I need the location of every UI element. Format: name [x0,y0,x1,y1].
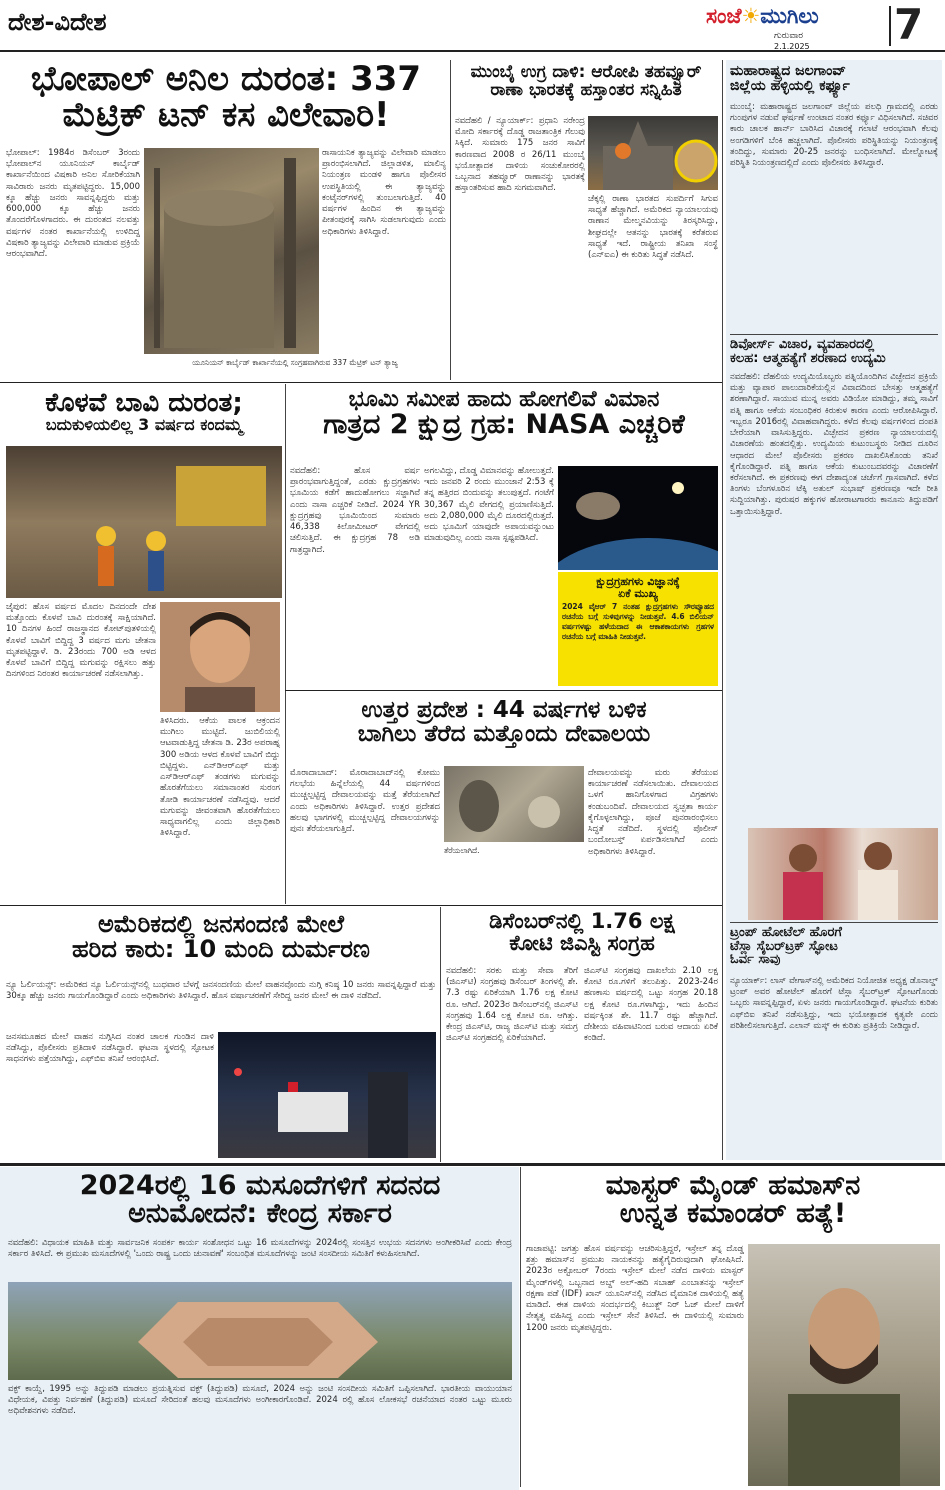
rule [730,334,938,335]
article-gst-body-right: ಜಿಎಸ್‌ಟಿ ಸಂಗ್ರಹವು ದಾಖಲೆಯ 2.10 ಲಕ್ಷ ಕೋಟಿ ರೂ.ಗಳಿಗೆ ತಲುಪಿತ್ತು. 2023-24ರ ಹಣಕಾಸು ವರ್ಷದಲ್ಲಿ ಒಟ್ಟು ಸಂಗ್ರಹ 20.18 ಲಕ್ಷ ಕೋಟಿ ರೂ.ಗಳಾಗಿದ್ದು, ಇದು ಹಿಂದಿನ ವರ್ಷಕ್ಕಿಂತ ಶೇ. 11.7 ರಷ್ಟು ಹೆಚ್ಚಾಗಿದೆ. ದೇಶೀಯ ವಹಿವಾಟಿನಿಂದ ಬರುವ ಆದಾಯ ಏರಿಕೆ ಕಂಡಿದೆ. [584,966,718,1044]
info-box-title: ಕ್ಷುದ್ರಗ್ರಹಗಳು ವಿಜ್ಞಾನಕ್ಕೆ ಏಕೆ ಮುಖ್ಯ [596,575,680,600]
article-bhopal-body-right: ರಾಸಾಯನಿಕ ತ್ಯಾಜ್ಯವನ್ನು ವಿಲೇವಾರಿ ಮಾಡಲು ಪ್ರಾರಂಭಿಸಲಾಗಿದೆ. ಜಿಲ್ಲಾಡಳಿತ, ಮಾಲಿನ್ಯ ನಿಯಂತ್ರಣ ಮಂಡಳಿ ಹಾಗೂ ಪೊಲೀಸರ ಉಪಸ್ಥಿತಿಯಲ್ಲಿ ಈ ತ್ಯಾಜ್ಯವನ್ನು ಕಂಟೈನರ್‌ಗಳಲ್ಲಿ ತುಂಬಲಾಗುತ್ತಿದೆ. 40 ವರ್ಷಗಳ ಹಿಂದಿನ ಈ ತ್ಯಾಜ್ಯವನ್ನು ಪೀತಂಪುರಕ್ಕೆ ಸಾಗಿಸಿ ಸುಡಲಾಗುವುದು ಎಂದು ಅಧಿಕಾರಿಗಳು ತಿಳಿಸಿದ್ದಾರೆ. [322,148,446,237]
issue-date: 2.1.2025 [774,42,810,51]
headline-temple: ಉತ್ತರ ಪ್ರದೇಶ : 44 ವರ್ಷಗಳ ಬಳಿಕ ಬಾಗಿಲು ತೆರೆದ ಮತ್ತೊಂದು ದೇವಾಲಯ [357,697,651,748]
excavator-icon [176,466,266,526]
factory-tank-illustration [144,148,319,354]
logo-part2: ಮುಗಿಲು [760,4,819,28]
column-rule [722,60,723,1160]
article-gst-body-left: ನವದೆಹಲಿ: ಸರಕು ಮತ್ತು ಸೇವಾ ತೆರಿಗೆ (ಜಿಎಸ್‌ಟಿ) ಸಂಗ್ರಹವು ಡಿಸೆಂಬರ್ ತಿಂಗಳಲ್ಲಿ ಶೇ. 7.3 ರಷ್ಟು ಏರಿಕೆಯಾಗಿ 1.76 ಲಕ್ಷ ಕೋಟಿ ರೂ. ಆಗಿದೆ. 2023ರ ಡಿಸೆಂಬರ್‌ನಲ್ಲಿ ಜಿಎಸ್‌ಟಿ ಸಂಗ್ರಹವು 1.64 ಲಕ್ಷ ಕೋಟಿ ರೂ. ಆಗಿತ್ತು. ಕೇಂದ್ರ ಜಿಎಸ್‌ಟಿ, ರಾಜ್ಯ ಜಿಎಸ್‌ಟಿ ಮತ್ತು ಸಮಗ್ರ ಜಿಎಸ್‌ಟಿ ಸಂಗ್ರಹದಲ್ಲಿ ಏರಿಕೆಯಾಗಿದೆ. [446,966,578,1044]
photo-rescue-site [6,446,282,598]
article-borewell-body-right: ತಿಳಿಸಿದರು. ಆಕೆಯ ಪಾಲಕ ಆಕ್ರಂದನ ಮುಗಿಲು ಮುಟ್ಟಿದೆ. ಜುಬಿಲಿಯಲ್ಲಿ ಆಟವಾಡುತ್ತಿದ್ದ ಚೇತನಾ ಡಿ. 23ರ ಅಪರಾಹ್ನ 300 ಅಡಿಯ ಆಳದ ಕೊಳವೆ ಬಾವಿಗೆ ಬಿದ್ದು ಬಿಟ್ಟಿದ್ದಳು. ಎನ್‌ಡಿಆರ್‌ಎಫ್ ಮತ್ತು ಎಸ್‌ಡಿಆರ್‌ಎಫ್ ತಂಡಗಳು ಮಗುವನ್ನು ಹೊರತೆಗೆಯಲು ಸಮಾನಾಂತರ ಸುರಂಗ ತೋಡಿ ಕಾರ್ಯಾಚರಣೆ ನಡೆಸಿದ್ದವು. ಆದರೆ ಮಗುವನ್ನು ಜೀವಂತವಾಗಿ ಹೊರತೆಗೆಯಲು ಸಾಧ್ಯವಾಗಲಿಲ್ಲ ಎಂದು ಜಿಲ್ಲಾಧಿಕಾರಿ ತಿಳಿಸಿದ್ದಾರೆ. [160,716,280,839]
sun-icon: ☀ [741,4,761,28]
photo-crash-scene [218,1032,436,1158]
headline-asteroid: ಭೂಮಿ ಸಮೀಪ ಹಾದು ಹೋಗಲಿವೆ ವಿಮಾನ ಗಾತ್ರದ 2 ಕ್ಷುದ್ರ ಗ್ರಹ: NASA ಎಚ್ಚರಿಕೆ [323,387,685,441]
photo-parliament [8,1282,512,1380]
article-rana-body-right: ಚೆಕ್ಕಲ್ಲಿ ರಾಣಾ ಭಾರತದ ಸುಪರ್ದಿಗೆ ಸಿಗುವ ಸಾಧ್ಯತೆ ಹೆಚ್ಚಾಗಿದೆ. ಅಮೆರಿಕದ ನ್ಯಾಯಾಲಯವು ರಾಣಾನ ಮೇಲ್ಮನವಿಯನ್ನು ತಿರಸ್ಕರಿಸಿದ್ದು, ಶೀಘ್ರದಲ್ಲೇ ಆತನನ್ನು ಭಾರತಕ್ಕೆ ಕರೆತರುವ ಸಾಧ್ಯತೆ ಇದೆ. ರಾಷ್ಟ್ರೀಯ ತನಿಖಾ ಸಂಸ್ಥೆ (ಎನ್‌ಐಎ) ಈ ಕುರಿತು ಸಿದ್ಧತೆ ನಡೆಸಿದೆ. [588,194,718,261]
article-hamas-body: ಗಾಜಾಪಟ್ಟಿ: ಜಗತ್ತು ಹೊಸ ವರ್ಷವನ್ನು ಆಚರಿಸುತ್ತಿದ್ದರೆ, ಇಸ್ರೇಲ್ ತನ್ನ ದೊಡ್ಡ ಶತ್ರು ಹಮಾಸ್‌ನ ಪ್ರಮುಖ ನಾಯಕನನ್ನು ಹತ್ಯೆಗೈದಿರುವುದಾಗಿ ಘೋಷಿಸಿದೆ. 2023ರ ಅಕ್ಟೋಬರ್ 7ರಂದು ಇಸ್ರೇಲ್ ಮೇಲೆ ನಡೆದ ದಾಳಿಯ ಮಾಸ್ಟರ್ ಮೈಂಡ್‌ಗಳಲ್ಲಿ ಒಬ್ಬನಾದ ಅಬ್ದ್ ಅಲ್-ಹದಿ ಸಬಾಹ್ ಎಂಬಾತನನ್ನು ಇಸ್ರೇಲ್ ರಕ್ಷಣಾ ಪಡೆ (IDF) ಖಾನ್ ಯೂನಿಸ್‌ನಲ್ಲಿ ನಡೆಸಿದ ವೈಮಾನಿಕ ದಾಳಿಯಲ್ಲಿ ಹತ್ಯೆ ಮಾಡಿದೆ. ಈತ ದಾಳಿಯ ಸಂದರ್ಭದಲ್ಲಿ ಕಿಬುತ್ಜ್ ನಿರ್ ಓಜ್ ಮೇಲೆ ದಾಳಿಗೆ ನೇತೃತ್ವ ವಹಿಸಿದ್ದ ಎಂದು ಇಸ್ರೇಲ್ ಸೇನೆ ತಿಳಿಸಿದೆ. ಈ ದಾಳಿಯಲ್ಲಿ ಸುಮಾರು 1200 ಜನರು ಮೃತಪಟ್ಟಿದ್ದರು. [526,1244,744,1333]
photo-wedding-couple [748,828,938,920]
section-rule [0,1163,945,1166]
photo-asteroid-earth [558,466,718,570]
info-box-body: 2024 ವೈಆರ್ 7 ನಂತಹ ಕ್ಷುದ್ರಗ್ರಹಗಳು ಸೌರವ್ಯೂಹದ ರಚನೆಯ ಬಗ್ಗೆ ಸುಳಿವುಗಳನ್ನು ನೀಡುತ್ತವೆ. 4.6 ಬಿಲಿಯನ್ ವರ್ಷಗಳಷ್ಟು ಹಳೆಯದಾದ ಈ ಆಕಾಶಕಾಯಗಳು ಗ್ರಹಗಳ ರಚನೆಯ ಬಗ್ಗೆ ಮಾಹಿತಿ ನೀಡುತ್ತವೆ. [562,602,714,641]
masthead [0,0,945,52]
ambulance-icon [278,1092,348,1132]
headline-parliament: 2024ರಲ್ಲಿ 16 ಮಸೂದೆಗಳಿಗೆ ಸದನದ ಅನುಮೋದನೆ: ಕೇಂದ್ರ ಸರ್ಕಾರ [79,1170,441,1230]
asteroid-icon [576,492,620,520]
masthead-divider [889,6,891,46]
issue-day: ಗುರುವಾರ [774,31,804,41]
article-new-orleans-body-top: ನ್ಯೂ ಓರ್ಲಿಯನ್ಸ್: ಅಮೆರಿಕದ ನ್ಯೂ ಓರ್ಲಿಯನ್ಸ್‌ನಲ್ಲಿ ಬುಧವಾರ ಬೆಳಗ್ಗೆ ಜನಸಂದಣಿಯ ಮೇಲೆ ವಾಹನವೊಂದು ನುಗ್ಗಿ ಕನಿಷ್ಠ 10 ಜನರು ಸಾವನ್ನಪ್ಪಿದ್ದಾರೆ ಮತ್ತು 30ಕ್ಕೂ ಹೆಚ್ಚು ಜನರು ಗಾಯಗೊಂಡಿದ್ದಾರೆ ಎಂದು ಅಧಿಕಾರಿಗಳು ತಿಳಿಸಿದ್ದಾರೆ. ಹೊಸ ವರ್ಷಾಚರಣೆಗೆ ಸೇರಿದ್ದ ಜನರ ಮೇಲೆ ಈ ದಾಳಿ ನಡೆದಿದೆ. [6,980,436,1002]
logo-part1: ಸಂಜೆ [706,4,742,28]
photo-taj-fire [588,116,718,190]
section-rule [0,382,722,383]
section-title: ದೇಶ-ವಿದೇಶ [8,8,107,36]
section-rule [285,690,722,691]
article-parliament-body-top: ನವದೆಹಲಿ: ವಿಧಾಯಕ ಮಾಹಿತಿ ಮತ್ತು ಸಾರ್ವಜನಿಕ ಸಂಪರ್ಕ ಕಾರ್ಯ ಸಂಶೋಧನ ಒಟ್ಟು 16 ಮಸೂದೆಗಳನ್ನು 2024ರಲ್ಲಿ ಸಂಸತ್ತಿನ ಉಭಯ ಸದನಗಳು ಅಂಗೀಕರಿಸಿವೆ ಎಂದು ಕೇಂದ್ರ ಸರ್ಕಾರ ತಿಳಿಸಿದೆ. ಈ ಪ್ರಮುಖ ಮಸೂದೆಗಳಲ್ಲಿ 'ಒಂದು ರಾಷ್ಟ್ರ ಒಂದು ಚುನಾವಣೆ' ಸಂಬಂಧಿತ ಮಸೂದೆಗಳನ್ನು ಜಂಟಿ ಸಂಸದೀಯ ಸಮಿತಿಗೆ ಕಳುಹಿಸಲಾಗಿದೆ. [8,1238,512,1260]
article-businessman-body: ನವದೆಹಲಿ: ದೆಹಲಿಯ ಉದ್ಯಮಿಯೊಬ್ಬರು ಪತ್ನಿಯೊಂದಿಗಿನ ವಿಚ್ಛೇದನ ಪ್ರಕ್ರಿಯೆ ಮತ್ತು ವ್ಯಾಪಾರ ಪಾಲುದಾರಿಕೆಯಲ್ಲಿನ ವಿವಾದದಿಂದ ಬೇಸತ್ತು ಆತ್ಮಹತ್ಯೆಗೆ ಶರಣಾಗಿದ್ದಾರೆ. ಸಾಯುವ ಮುನ್ನ ಅವರು ವಿಡಿಯೋ ಮಾಡಿದ್ದು, ತಮ್ಮ ಸಾವಿಗೆ ಪತ್ನಿ ಹಾಗೂ ಆಕೆಯ ಸಂಬಂಧಿಕರ ಕಿರುಕುಳ ಕಾರಣ ಎಂದು ಆರೋಪಿಸಿದ್ದಾರೆ. ಇಬ್ಬರೂ 2016ರಲ್ಲಿ ವಿವಾಹವಾಗಿದ್ದರು. ಕಳೆದ ಕೆಲವು ವರ್ಷಗಳಿಂದ ದಂಪತಿ ಬೇರೆಯಾಗಿ ವಾಸಿಸುತ್ತಿದ್ದರು. ವಿಚ್ಛೇದನ ಪ್ರಕರಣ ನ್ಯಾಯಾಲಯದಲ್ಲಿ ವಿಚಾರಣೆಯ ಹಂತದಲ್ಲಿತ್ತು. ಉದ್ಯಮಿಯ ಕುಟುಂಬಸ್ಥರು ನೀಡಿದ ದೂರಿನ ಆಧಾರದ ಮೇಲೆ ಪೊಲೀಸರು ಪ್ರಕರಣ ದಾಖಲಿಸಿಕೊಂಡು ತನಿಖೆ ಕೈಗೊಂಡಿದ್ದಾರೆ. ಪತ್ನಿ ಹಾಗೂ ಆಕೆಯ ಕುಟುಂಬದವರನ್ನು ವಿಚಾರಣೆಗೆ ಕರೆಸಲಾಗಿದೆ. ಈ ಪ್ರಕರಣವು ಈಗ ದೇಶಾದ್ಯಂತ ಚರ್ಚೆಗೆ ಗ್ರಾಸವಾಗಿದೆ. ಕಳೆದ ತಿಂಗಳು ಬೆಂಗಳೂರಿನ ಟೆಕ್ಕಿ ಅತುಲ್ ಸುಭಾಷ್ ಪ್ರಕರಣವೂ ಇದೇ ರೀತಿ ಸುದ್ದಿಯಾಗಿತ್ತು. ಪುರುಷರ ಹಕ್ಕುಗಳ ಹೋರಾಟಗಾರರು ಕಾನೂನು ತಿದ್ದುಪಡಿಗೆ ಒತ್ತಾಯಿಸುತ್ತಿದ್ದಾರೆ. [730,372,938,517]
section-rule [0,905,722,906]
headline-cybertruck: ಟ್ರಂಪ್ ಹೋಟೆಲ್ ಹೊರಗೆ ಟೆಸ್ಲಾ ಸೈಬರ್‌ಟ್ರಕ್ ಸ್ಫೋಟ ಓರ್ವ ಸಾವು [730,925,842,968]
photo-hamas-commander [748,1244,940,1486]
caption-temple: ತೆರೆಯಲಾಗಿದೆ. [444,846,480,855]
headline-jalgaon: ಮಹಾರಾಷ್ಟ್ರದ ಜಲಗಾಂವ್ ಜಿಲ್ಲೆಯ ಹಳ್ಳಿಯಲ್ಲಿ ಕರ್ಫ್ಯೂ [730,63,850,94]
article-temple-body-left: ಮೊರಾದಾಬಾದ್: ಮೊರಾದಾಬಾದ್‌ನಲ್ಲಿ ಕೋಮು ಗಲಭೆಯ ಹಿನ್ನೆಲೆಯಲ್ಲಿ 44 ವರ್ಷಗಳಿಂದ ಮುಚ್ಚಲ್ಪಟ್ಟಿದ್ದ ದೇವಾಲಯವನ್ನು ಮತ್ತೆ ತೆರೆಯಲಾಗಿದೆ ಎಂದು ಅಧಿಕಾರಿಗಳು ತಿಳಿಸಿದ್ದಾರೆ. ಉತ್ತರ ಪ್ರದೇಶದ ಹಲವು ಭಾಗಗಳಲ್ಲಿ ಮುಚ್ಚಲ್ಪಟ್ಟಿದ್ದ ದೇವಾಲಯಗಳನ್ನು ಪುನಃ ತೆರೆಯಲಾಗುತ್ತಿದೆ. [290,768,440,835]
article-new-orleans-body-bottom: ಜನಸಮೂಹದ ಮೇಲೆ ವಾಹನ ನುಗ್ಗಿಸಿದ ನಂತರ ಚಾಲಕ ಗುಂಡಿನ ದಾಳಿ ನಡೆಸಿದ್ದು, ಪೊಲೀಸರು ಪ್ರತಿದಾಳಿ ನಡೆಸಿದ್ದಾರೆ. ಘಟನಾ ಸ್ಥಳದಲ್ಲಿ ಸ್ಫೋಟಕ ಸಾಧನಗಳು ಪತ್ತೆಯಾಗಿದ್ದು, ಎಫ್‌ಬಿಐ ತನಿಖೆ ಆರಂಭಿಸಿದೆ. [6,1032,214,1065]
headline-borewell: ಕೊಳವೆ ಬಾವಿ ದುರಂತ; ಬದುಕುಳಿಯಲಿಲ್ಲ 3 ವರ್ಷದ ಕಂದಮ್ಮ [45,388,243,435]
asteroid-info-box [558,572,718,686]
headline-bhopal: ಭೋಪಾಲ್ ಅನಿಲ ದುರಂತ: 337 ಮೆಟ್ರಿಕ್ ಟನ್ ಕಸ ವಿಲೇವಾರಿ! [30,59,422,135]
article-parliament-body-bottom: ವಕ್ಫ್ ಕಾಯ್ದೆ, 1995 ಅನ್ನು ತಿದ್ದುಪಡಿ ಮಾಡಲು ಪ್ರಯತ್ನಿಸುವ ವಕ್ಫ್ (ತಿದ್ದುಪಡಿ) ಮಸೂದೆ, 2024 ಅನ್ನು ಜಂಟಿ ಸಂಸದೀಯ ಸಮಿತಿಗೆ ಒಪ್ಪಿಸಲಾಗಿದೆ. ಭಾರತೀಯ ವಾಯುಯಾನ ವಿಧೇಯಕ, ವಿಪತ್ತು ನಿರ್ವಹಣೆ (ತಿದ್ದುಪಡಿ) ಮಸೂದೆ ಸೇರಿದಂತೆ ಹಲವು ಮಸೂದೆಗಳು ಅಂಗೀಕಾರಗೊಂಡಿವೆ. 2024 ರಲ್ಲಿ ಹೊಸ ಲೋಕಸಭೆ ರಚನೆಯಾದ ನಂತರ ಒಟ್ಟು ಮೂರು ಅಧಿವೇಶನಗಳು ನಡೆದಿವೆ. [8,1384,512,1417]
page-number: 7 [894,0,924,49]
article-jalgaon-body: ಮುಂಬೈ: ಮಹಾರಾಷ್ಟ್ರದ ಜಲಗಾಂವ್ ಜಿಲ್ಲೆಯ ಪಲಧಿ ಗ್ರಾಮದಲ್ಲಿ ಎರಡು ಗುಂಪುಗಳ ನಡುವೆ ಘರ್ಷಣೆ ಉಂಟಾದ ನಂತರ ಕರ್ಫ್ಯೂ ವಿಧಿಸಲಾಗಿದೆ. ಸಚಿವರ ಕಾರು ಚಾಲಕ ಹಾರ್ನ್ ಬಾರಿಸಿದ ವಿಚಾರಕ್ಕೆ ಗಲಾಟೆ ಆರಂಭವಾಗಿ ಕೆಲವು ಅಂಗಡಿಗಳಿಗೆ ಬೆಂಕಿ ಹಚ್ಚಲಾಗಿದೆ. ಪೊಲೀಸರು ಪರಿಸ್ಥಿತಿಯನ್ನು ನಿಯಂತ್ರಣಕ್ಕೆ ತಂದಿದ್ದು, ಸುಮಾರು 20-25 ಜನರನ್ನು ಬಂಧಿಸಲಾಗಿದೆ. ಮೇಲ್ನೋಟಕ್ಕೆ ಪರಿಸ್ಥಿತಿ ನಿಯಂತ್ರಣದಲ್ಲಿದೆ ಎಂದು ಪೊಲೀಸರು ತಿಳಿಸಿದ್ದಾರೆ. [730,102,938,169]
article-asteroid-body-left: ನವದೆಹಲಿ: ಹೊಸ ವರ್ಷ ಪ್ರಾರಂಭವಾಗುತ್ತಿದ್ದಂತೆ, ಎರಡು ಕ್ಷುದ್ರಗ್ರಹಗಳು ಭೂಮಿಯ ಕಡೆಗೆ ಹಾದುಹೋಗಲು ಸಜ್ಜಾಗಿವೆ ಎಂದು ನಾಸಾ ಎಚ್ಚರಿಕೆ ನೀಡಿದೆ. 2024 YR ಕ್ಷುದ್ರಗ್ರಹವು ಭೂಮಿಯಿಂದ ಸುಮಾರು 46,338 ಕಿಲೋಮೀಟರ್ ವೇಗದಲ್ಲಿ ಚಲಿಸುತ್ತಿದೆ. ಈ ಕ್ಷುದ್ರಗ್ರಹ 78 ಅಡಿ ಗಾತ್ರದ್ದಾಗಿದೆ. [290,466,420,555]
photo-child [160,602,280,712]
photo-bhopal-plant [144,148,319,354]
column-rule [520,1167,521,1487]
headline-new-orleans: ಅಮೆರಿಕದಲ್ಲಿ ಜನಸಂದಣಿ ಮೇಲೆ ಹರಿದ ಕಾರು: 10 ಮಂದಿ ದುರ್ಮರಣ [72,910,370,964]
headline-gst: ಡಿಸೆಂಬರ್‌ನಲ್ಲಿ 1.76 ಲಕ್ಷ ಕೋಟಿ ಜಿಎಸ್ಟಿ ಸಂಗ್ರಹ [489,909,675,956]
article-asteroid-body-right: ಅಗಲವಿದ್ದು, ದೊಡ್ಡ ವಿಮಾನವನ್ನು ಹೋಲುತ್ತದೆ. ಇದು ಜನವರಿ 2 ರಂದು ಮುಂಜಾನೆ 2:53 ಕ್ಕೆ ತನ್ನ ಹತ್ತಿರದ ಬಿಂದುವನ್ನು ತಲುಪುತ್ತದೆ. ಗಂಟೆಗೆ 30,367 ಮೈಲಿ ವೇಗದಲ್ಲಿ ಪ್ರಯಾಣಿಸುತ್ತಿದೆ. ಅದು 2,080,000 ಮೈಲಿ ದೂರದಲ್ಲಿರುತ್ತದೆ. ಅದು ಭೂಮಿಗೆ ಯಾವುದೇ ಅಪಾಯವನ್ನುಂಟು ಮಾಡುವುದಿಲ್ಲ ಎಂದು ನಾಸಾ ಸ್ಪಷ್ಟಪಡಿಸಿದೆ. [424,466,554,544]
article-bhopal-body-left: ಭೋಪಾಲ್: 1984ರ ಡಿಸೆಂಬರ್ 3ರಂದು ಭೋಪಾಲ್‌ನ ಯೂನಿಯನ್ ಕಾರ್ಬೈಡ್ ಕಾರ್ಖಾನೆಯಿಂದ ವಿಷಕಾರಿ ಅನಿಲ ಸೋರಿಕೆಯಾಗಿ ಸಾವಿರಾರು ಜನರು ಮೃತಪಟ್ಟಿದ್ದರು. 15,000 ಕ್ಕೂ ಹೆಚ್ಚು ಜನರು ಸಾವನ್ನಪ್ಪಿದ್ದರು ಮತ್ತು 600,000 ಕ್ಕೂ ಹೆಚ್ಚು ಜನರು ತೊಂದರೆಗೊಳಗಾದರು. ಈ ದುರಂತದ ನಲವತ್ತು ವರ್ಷಗಳ ನಂತರ ಕಾರ್ಖಾನೆಯಲ್ಲಿ ಉಳಿದಿದ್ದ ವಿಷಕಾರಿ ತ್ಯಾಜ್ಯವನ್ನು ವಿಲೇವಾರಿ ಮಾಡುವ ಪ್ರಕ್ರಿಯೆ ಆರಂಭವಾಗಿದೆ. [6,148,140,259]
caption-bhopal: ಯೂನಿಯನ್ ಕಾರ್ಬೈಡ್ ಕಾರ್ಖಾನೆಯಲ್ಲಿ ಸಂಗ್ರಹವಾಗಿರುವ 337 ಮೆಟ್ರಿಕ್ ಟನ್ ತ್ಯಾಜ್ಯ [192,358,398,367]
headline-businessman: ಡಿವೋರ್ಸ್ ವಿಚಾರ, ವ್ಯವಹಾರದಲ್ಲಿ ಕಲಹ: ಆತ್ಮಹತ್ಯೆಗೆ ಶರಣಾದ ಉದ್ಯಮಿ [730,337,886,366]
column-rule [450,60,451,380]
photo-temple-idols [444,766,584,842]
rana-portrait-inset [676,141,716,181]
newspaper-logo [706,4,886,51]
article-borewell-body-left: ಜೈಪುರ: ಹೊಸ ವರ್ಷದ ಮೊದಲ ದಿನದಂದೇ ದೇಶ ಮತ್ತೊಂದು ಕೊಳವೆ ಬಾವಿ ದುರಂತಕ್ಕೆ ಸಾಕ್ಷಿಯಾಗಿದೆ. 10 ದಿನಗಳ ಹಿಂದೆ ರಾಜಸ್ಥಾನದ ಕೋಟ್‌ಪುತಳಿಯಲ್ಲಿ ಕೊಳವೆ ಬಾವಿಗೆ ಬಿದ್ದಿದ್ದ 3 ವರ್ಷದ ಮಗು ಚೇತನಾ ಮೃತಪಟ್ಟಿದ್ದಾಳೆ. ಡಿ. 23ರಂದು 700 ಅಡಿ ಆಳದ ಕೊಳವೆ ಬಾವಿಗೆ ಬಿದ್ದಿದ್ದ ಮಗುವನ್ನು ರಕ್ಷಿಸಲು ಹತ್ತು ದಿನಗಳಿಂದ ನಿರಂತರ ಕಾರ್ಯಾಚರಣೆ ನಡೆಸಲಾಗಿತ್ತು. [6,602,156,680]
article-temple-body-right: ದೇವಾಲಯವನ್ನು ಮರು ತೆರೆಯುವ ಕಾರ್ಯಾಚರಣೆ ನಡೆಸಲಾಯಿತು. ದೇವಾಲಯದ ಒಳಗೆ ಹಾನಿಗೊಳಗಾದ ವಿಗ್ರಹಗಳು ಕಂಡುಬಂದಿವೆ. ದೇವಾಲಯದ ಸ್ವಚ್ಛತಾ ಕಾರ್ಯ ಕೈಗೊಳ್ಳಲಾಗಿದ್ದು, ಪೂಜೆ ಪುನರಾರಂಭಿಸಲು ಸಿದ್ಧತೆ ನಡೆದಿದೆ. ಸ್ಥಳದಲ್ಲಿ ಪೊಲೀಸ್ ಬಂದೋಬಸ್ತ್ ಏರ್ಪಡಿಸಲಾಗಿದೆ ಎಂದು ಅಧಿಕಾರಿಗಳು ತಿಳಿಸಿದ್ದಾರೆ. [588,768,718,857]
column-rule [440,907,441,1162]
rule [730,922,938,923]
article-cybertruck-body: ನ್ಯೂಯಾರ್ಕ್: ಲಾಸ್ ವೇಗಾಸ್‌ನಲ್ಲಿ ಅಮೆರಿಕದ ನಿಯೋಜಿತ ಅಧ್ಯಕ್ಷ ಡೊನಾಲ್ಡ್ ಟ್ರಂಪ್ ಅವರ ಹೋಟೆಲ್ ಹೊರಗೆ ಟೆಸ್ಲಾ ಸೈಬರ್‌ಟ್ರಕ್ ಸ್ಫೋಟಗೊಂಡು ಒಬ್ಬರು ಸಾವನ್ನಪ್ಪಿದ್ದಾರೆ, ಏಳು ಜನರು ಗಾಯಗೊಂಡಿದ್ದಾರೆ. ಘಟನೆಯ ಕುರಿತು ಎಫ್‌ಬಿಐ ತನಿಖೆ ನಡೆಸುತ್ತಿದ್ದು, ಇದು ಭಯೋತ್ಪಾದಕ ಕೃತ್ಯವೇ ಎಂದು ಪರಿಶೀಲಿಸಲಾಗುತ್ತಿದೆ. ಎಲಾನ್ ಮಸ್ಕ್ ಈ ಕುರಿತು ಪ್ರತಿಕ್ರಿಯೆ ನೀಡಿದ್ದಾರೆ. [730,976,938,1031]
earth-icon [558,538,718,570]
headline-hamas: ಮಾಸ್ಟರ್ ಮೈಂಡ್ ಹಮಾಸ್‌ನ ಉನ್ನತ ಕಮಾಂಡರ್ ಹತ್ಯೆ! [605,1170,861,1230]
article-rana-body-left: ನವದೆಹಲಿ / ನ್ಯೂಯಾರ್ಕ್: ಪ್ರಧಾನಿ ನರೇಂದ್ರ ಮೋದಿ ಸರ್ಕಾರಕ್ಕೆ ದೊಡ್ಡ ರಾಜತಾಂತ್ರಿಕ ಗೆಲುವು ಸಿಕ್ಕಿದೆ. ಸುಮಾರು 175 ಜನರ ಸಾವಿಗೆ ಕಾರಣವಾದ 2008 ರ 26/11 ಮುಂಬೈ ಭಯೋತ್ಪಾದಕ ದಾಳಿಯ ಸಂಚುಕೋರರಲ್ಲಿ ಒಬ್ಬನಾದ ತಹವ್ವೂರ್ ರಾಣಾನನ್ನು ಭಾರತಕ್ಕೆ ಹಸ್ತಾಂತರಿಸುವ ಹಾದಿ ಸುಗಮವಾಗಿದೆ. [455,116,585,194]
headline-rana: ಮುಂಬೈ ಉಗ್ರ ದಾಳಿ: ಆರೋಪಿ ತಹವ್ವೂರ್ ರಾಣಾ ಭಾರತಕ್ಕೆ ಹಸ್ತಾಂತರ ಸನ್ನಿಹಿತ [470,62,702,100]
column-rule [285,384,286,904]
